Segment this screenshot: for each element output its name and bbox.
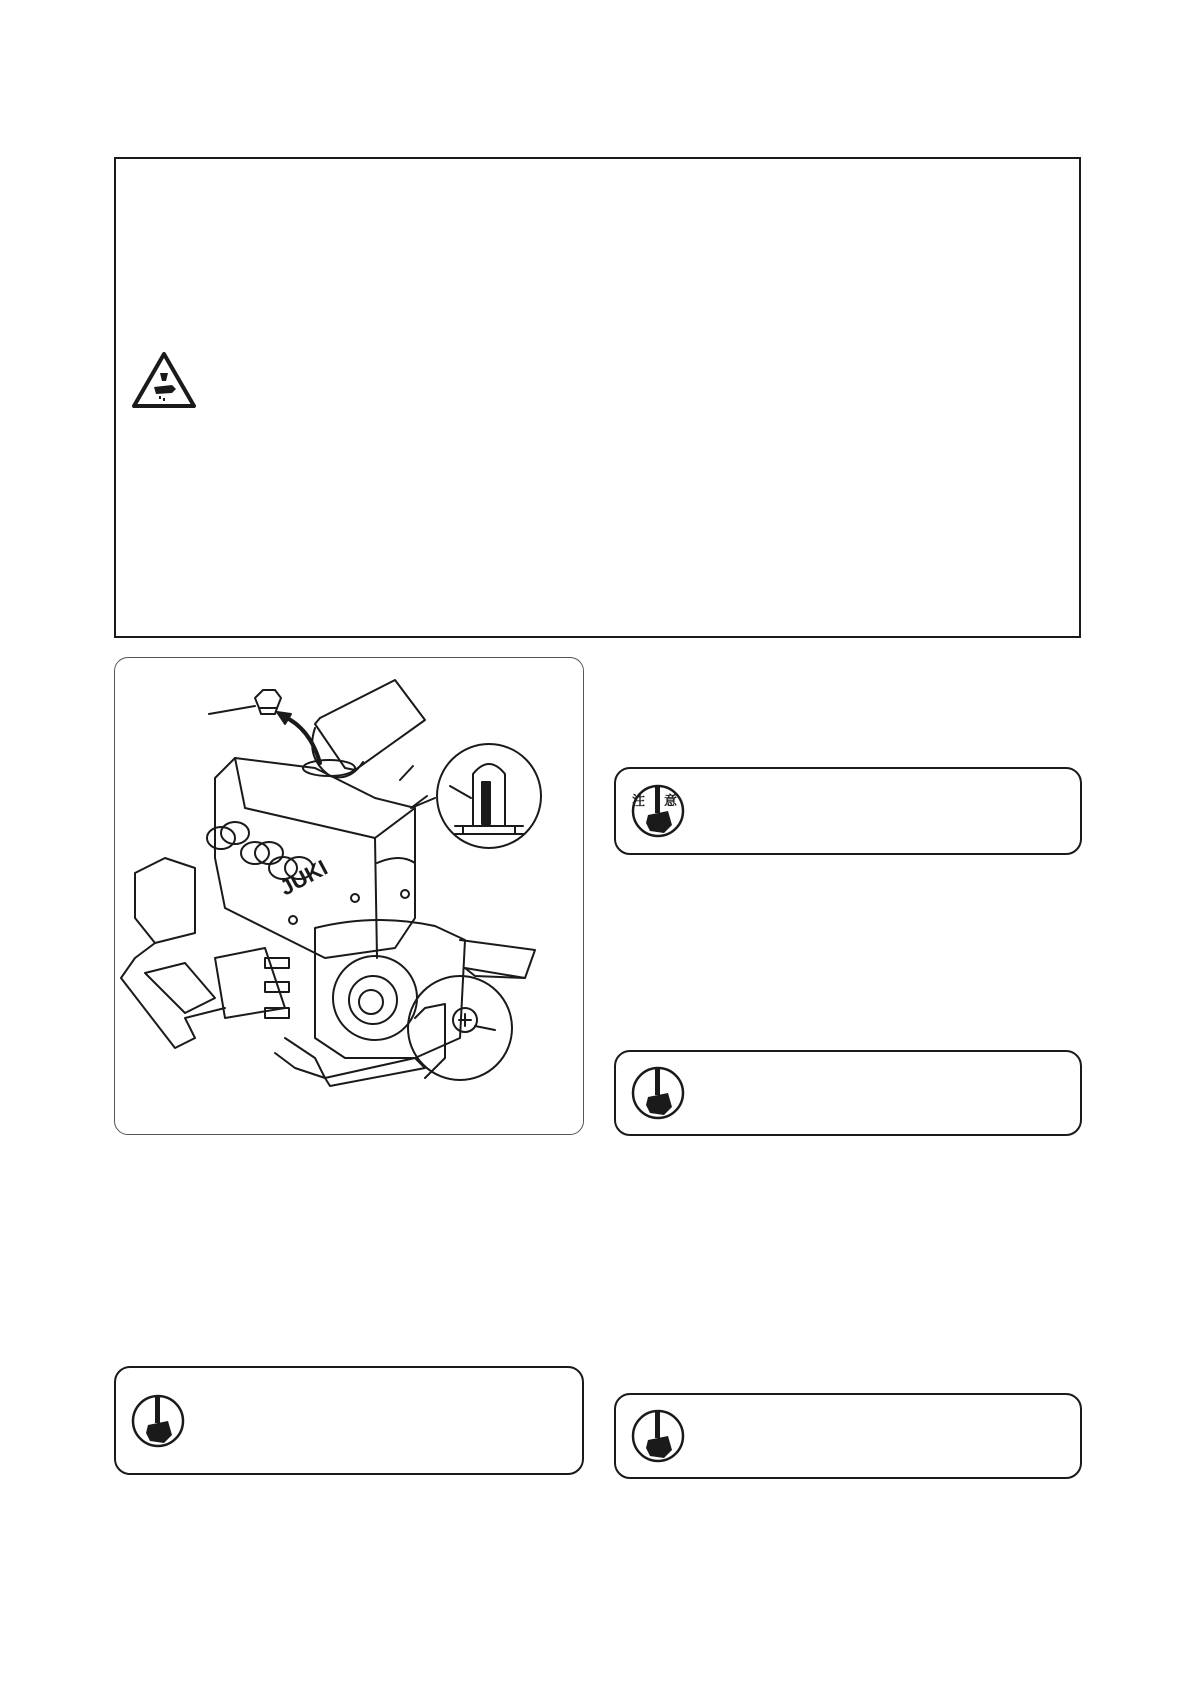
caution-kanji-right: 意	[664, 794, 678, 809]
sewing-machine-illustration	[115, 658, 584, 1135]
caution-hand-icon	[630, 781, 686, 841]
caution-hand-icon	[130, 1391, 186, 1451]
caution-kanji-left: 注	[632, 794, 646, 809]
hand-crush-warning-icon	[132, 351, 196, 409]
caution-note-box	[114, 1366, 584, 1475]
caution-note-box	[614, 1393, 1082, 1479]
caution-hand-icon	[630, 1063, 686, 1123]
oil-cap-icon	[255, 690, 281, 714]
figure-panel	[114, 657, 584, 1135]
caution-hand-icon	[630, 1406, 686, 1466]
juki-brand-label: JUKI	[275, 854, 332, 901]
caution-note-box	[614, 1050, 1082, 1136]
warning-box	[114, 157, 1081, 638]
leader-line	[209, 706, 255, 714]
oil-gauge-icon	[455, 764, 523, 834]
caution-note-box	[614, 767, 1082, 855]
